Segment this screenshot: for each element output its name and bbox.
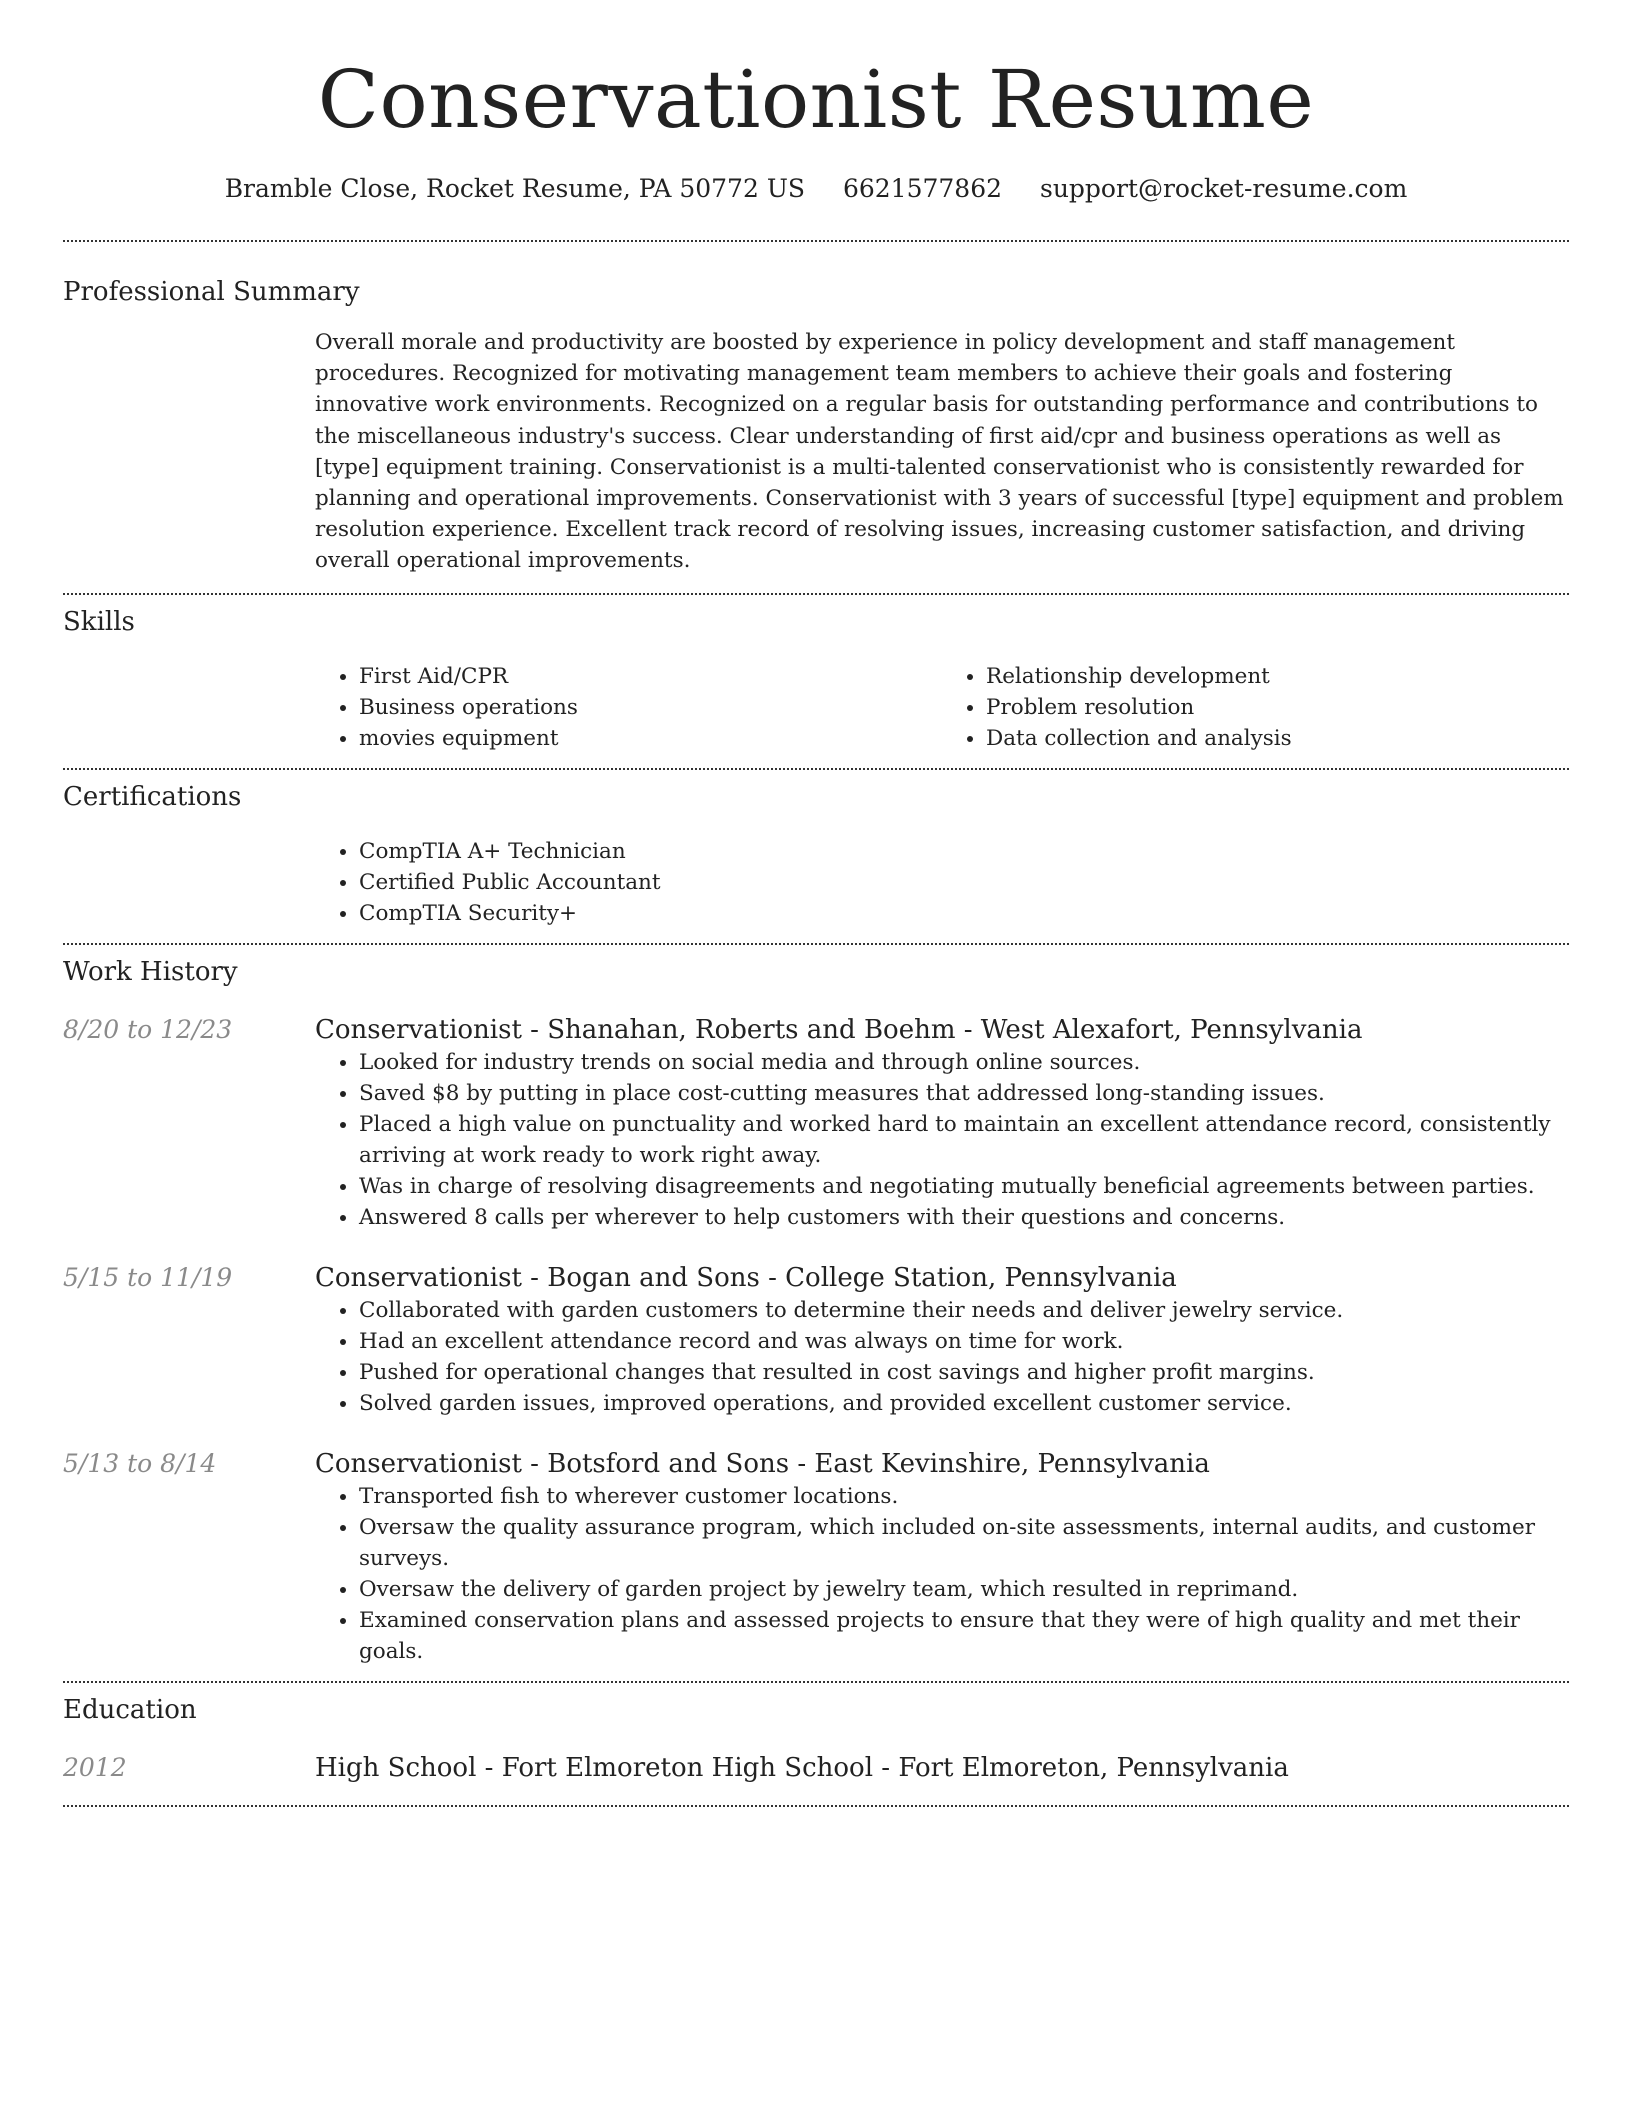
list-item: • Relationship development [986,661,1569,692]
contact-line [63,172,1569,206]
list-item: • CompTIA Security+ [359,898,1569,929]
list-item: • Oversaw the quality assurance program, which included on-site assessments, internal audits, and customer surveys. [359,1512,1569,1574]
job-bullets [315,1295,1569,1419]
certifications-section [63,770,1569,929]
work-history-section [63,945,1569,1667]
education-date: 2012 [63,1752,127,1782]
list-item: • Placed a high value on punctuality and worked hard to maintain an excellent attendance record, consistently arriving at work ready to work right away. [359,1109,1569,1171]
contact-address: Bramble Close, Rocket Resume, PA 50772 US [224,174,806,203]
certifications-heading: Certifications [63,781,242,812]
job-date: 5/13 to 8/14 [63,1448,217,1478]
list-item: • Business operations [359,692,942,723]
job-entry [63,1013,1569,1233]
list-item: • Oversaw the delivery of garden project by jewelry team, which resulted in reprimand. [359,1574,1569,1605]
education-entry [63,1751,1569,1785]
list-item: • Was in charge of resolving disagreements and negotiating mutually beneficial agreements between parties. [359,1171,1569,1202]
list-item: • CompTIA A+ Technician [359,836,1569,867]
contact-email: support@rocket-resume.com [1039,174,1408,203]
skills-list-right [942,661,1569,754]
list-item: • Looked for industry trends on social media and through online sources. [359,1047,1569,1078]
work-history-heading: Work History [63,956,238,987]
list-item: • Examined conservation plans and assessed projects to ensure that they were of high quality and met their goals. [359,1605,1569,1667]
list-item: • First Aid/CPR [359,661,942,692]
skills-section [63,595,1569,754]
job-title: Conservationist - Shanahan, Roberts and Boehm - West Alexafort, Pennsylvania [315,1014,1363,1045]
contact-phone: 6621577862 [842,174,1003,203]
job-entry [63,1447,1569,1667]
list-item: • Answered 8 calls per wherever to help customers with their questions and concerns. [359,1202,1569,1233]
job-entry [63,1261,1569,1419]
certifications-list [315,836,1569,929]
list-item: • Had an excellent attendance record and was always on time for work. [359,1326,1569,1357]
list-item: • Certified Public Accountant [359,867,1569,898]
list-item: • Solved garden issues, improved operations, and provided excellent customer service. [359,1388,1569,1419]
list-item: • Saved $8 by putting in place cost-cutting measures that addressed long-standing issues. [359,1078,1569,1109]
list-item: • movies equipment [359,723,942,754]
job-title: Conservationist - Botsford and Sons - East Kevinshire, Pennsylvania [315,1448,1210,1479]
divider [63,1805,1569,1807]
job-bullets [315,1047,1569,1233]
resume-title: Conservationist Resume [317,53,1315,146]
list-item: • Problem resolution [986,692,1569,723]
job-bullets [315,1481,1569,1667]
list-item: • Transported fish to wherever customer locations. [359,1481,1569,1512]
education-title: High School - Fort Elmoreton High School - Fort Elmoreton, Pennsylvania [315,1752,1289,1783]
list-item: • Collaborated with garden customers to determine their needs and deliver jewelry service. [359,1295,1569,1326]
list-item: • Data collection and analysis [986,723,1569,754]
summary-heading: Professional Summary [63,277,360,307]
summary-text: Overall morale and productivity are boosted by experience in policy development and staff management procedures. Recognized for motivating management team members to achieve their goals and fostering innovative work environments. Recognized on a regular basis for outstanding performance and contributions to the miscellaneous industry's success. Clear understanding of first aid/cpr and business operations as well as [type] equipment training. Conservationist is a multi-talented conservationist who is consistently rewarded for planning and operational improvements. Conservationist with 3 years of successful [type] equipment and problem resolution experience. Excellent track record of resolving issues, increasing customer satisfaction, and driving overall operational improvements. [315,330,1564,574]
job-title: Conservationist - Bogan and Sons - College Station, Pennsylvania [315,1262,1177,1293]
job-date: 8/20 to 12/23 [63,1014,233,1044]
education-section [63,1683,1569,1785]
education-heading: Education [63,1694,197,1725]
skills-heading: Skills [63,606,135,637]
list-item: • Pushed for operational changes that resulted in cost savings and higher profit margins. [359,1357,1569,1388]
job-date: 5/15 to 11/19 [63,1262,233,1292]
summary-section [63,242,1569,577]
skills-list-left [315,661,942,754]
